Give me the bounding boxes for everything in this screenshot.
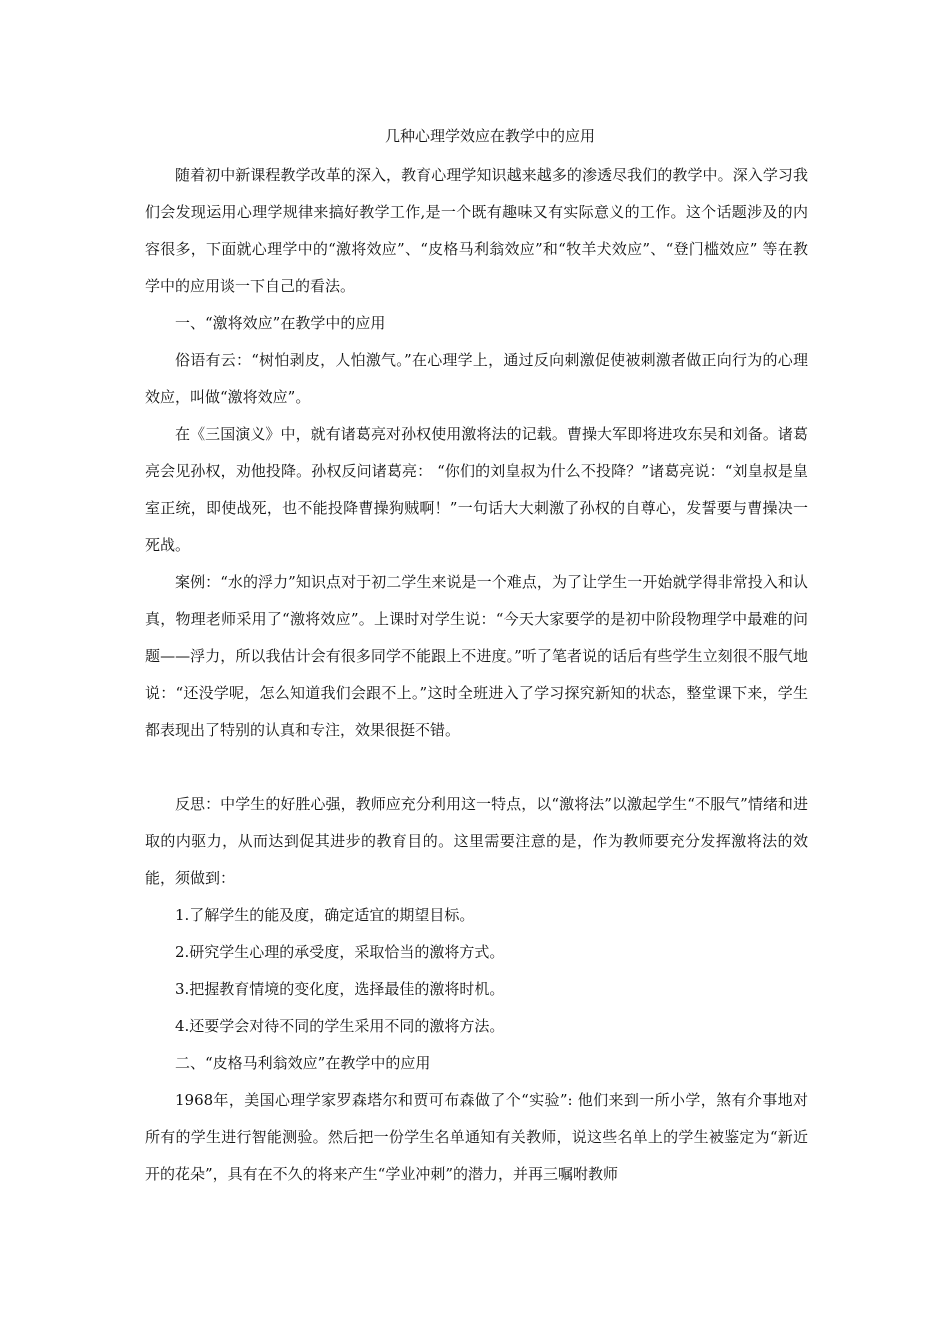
paragraph-proverb: 俗语有云：“树怕剥皮，人怕激气。”在心理学上，通过反向刺激促使被刺激者做正向行为的心理效应，叫做“激将效应”。 [145, 351, 808, 406]
paragraph-experiment: 1968年，美国心理学家罗森塔尔和贾可布森做了个“实验”: 他们来到一所小学，煞有介事地对所有的学生进行智能测验。然后把一份学生名单通知有关教师，说这些名单上的学生被鉴定为“新近开的花朵”，具有在不久的将来产生“学业冲刺”的潜力，并再三嘱咐教师 [145, 1091, 808, 1183]
paragraph-intro: 随着初中新课程教学改革的深入，教育心理学知识越来越多的渗透尽我们的教学中。深入学习我们会发现运用心理学规律来搞好教学工作,是一个既有趣味又有实际意义的工作。这个话题涉及的内容很多，下面就心理学中的“激将效应”、“皮格马利翁效应”和“牧羊犬效应”、“登门槛效应” 等在教学中的应用谈一下自己的看法。 [145, 166, 808, 295]
paragraph-three-kingdoms: 在《三国演义》中，就有诸葛亮对孙权使用激将法的记载。曹操大军即将进攻东吴和刘备。诸葛亮会见孙权，劝他投降。孙权反问诸葛亮： “你们的刘皇叔为什么不投降？”诸葛亮说：“刘皇叔是皇室正统，即使战死，也不能投降曹操狗贼啊！”一句话大大刺激了孙权的自尊心，发誓要与曹操决一死战。 [145, 425, 808, 554]
list-item: 1.了解学生的能及度，确定适宜的期望目标。 [175, 906, 475, 924]
paragraph-reflection: 反思：中学生的好胜心强，教师应充分利用这一特点，以“激将法”以激起学生“不服气”情绪和进取的内驱力，从而达到促其进步的教育目的。这里需要注意的是，作为教师要充分发挥激将法的效能，须做到： [145, 795, 808, 887]
document-body [145, 157, 808, 1193]
list-item: 2.研究学生心理的承受度，采取恰当的激将方式。 [175, 943, 505, 961]
paragraph-gap [145, 749, 808, 786]
list-item: 4.还要学会对待不同的学生采用不同的激将方法。 [175, 1017, 505, 1035]
list-item: 3.把握教育情境的变化度，选择最佳的激将时机。 [175, 980, 505, 998]
paragraph-case: 案例：“水的浮力”知识点对于初二学生来说是一个难点，为了让学生一开始就学得非常投入和认真，物理老师采用了“激将效应”。上课时对学生说：“今天大家要学的是初中阶段物理学中最难的问题——浮力，所以我估计会有很多同学不能跟上不进度。”听了笔者说的话后有些学生立刻很不服气地说：“还没学呢，怎么知道我们会跟不上。”这时全班进入了学习探究新知的状态，整堂课下来，学生都表现出了特别的认真和专注，效果很挺不错。 [145, 573, 808, 739]
section-heading-1: 一、“激将效应”在教学中的应用 [175, 314, 386, 332]
section-heading-2: 二、“皮格马利翁效应”在教学中的应用 [175, 1054, 431, 1072]
document-title: 几种心理学效应在教学中的应用 [384, 127, 595, 145]
